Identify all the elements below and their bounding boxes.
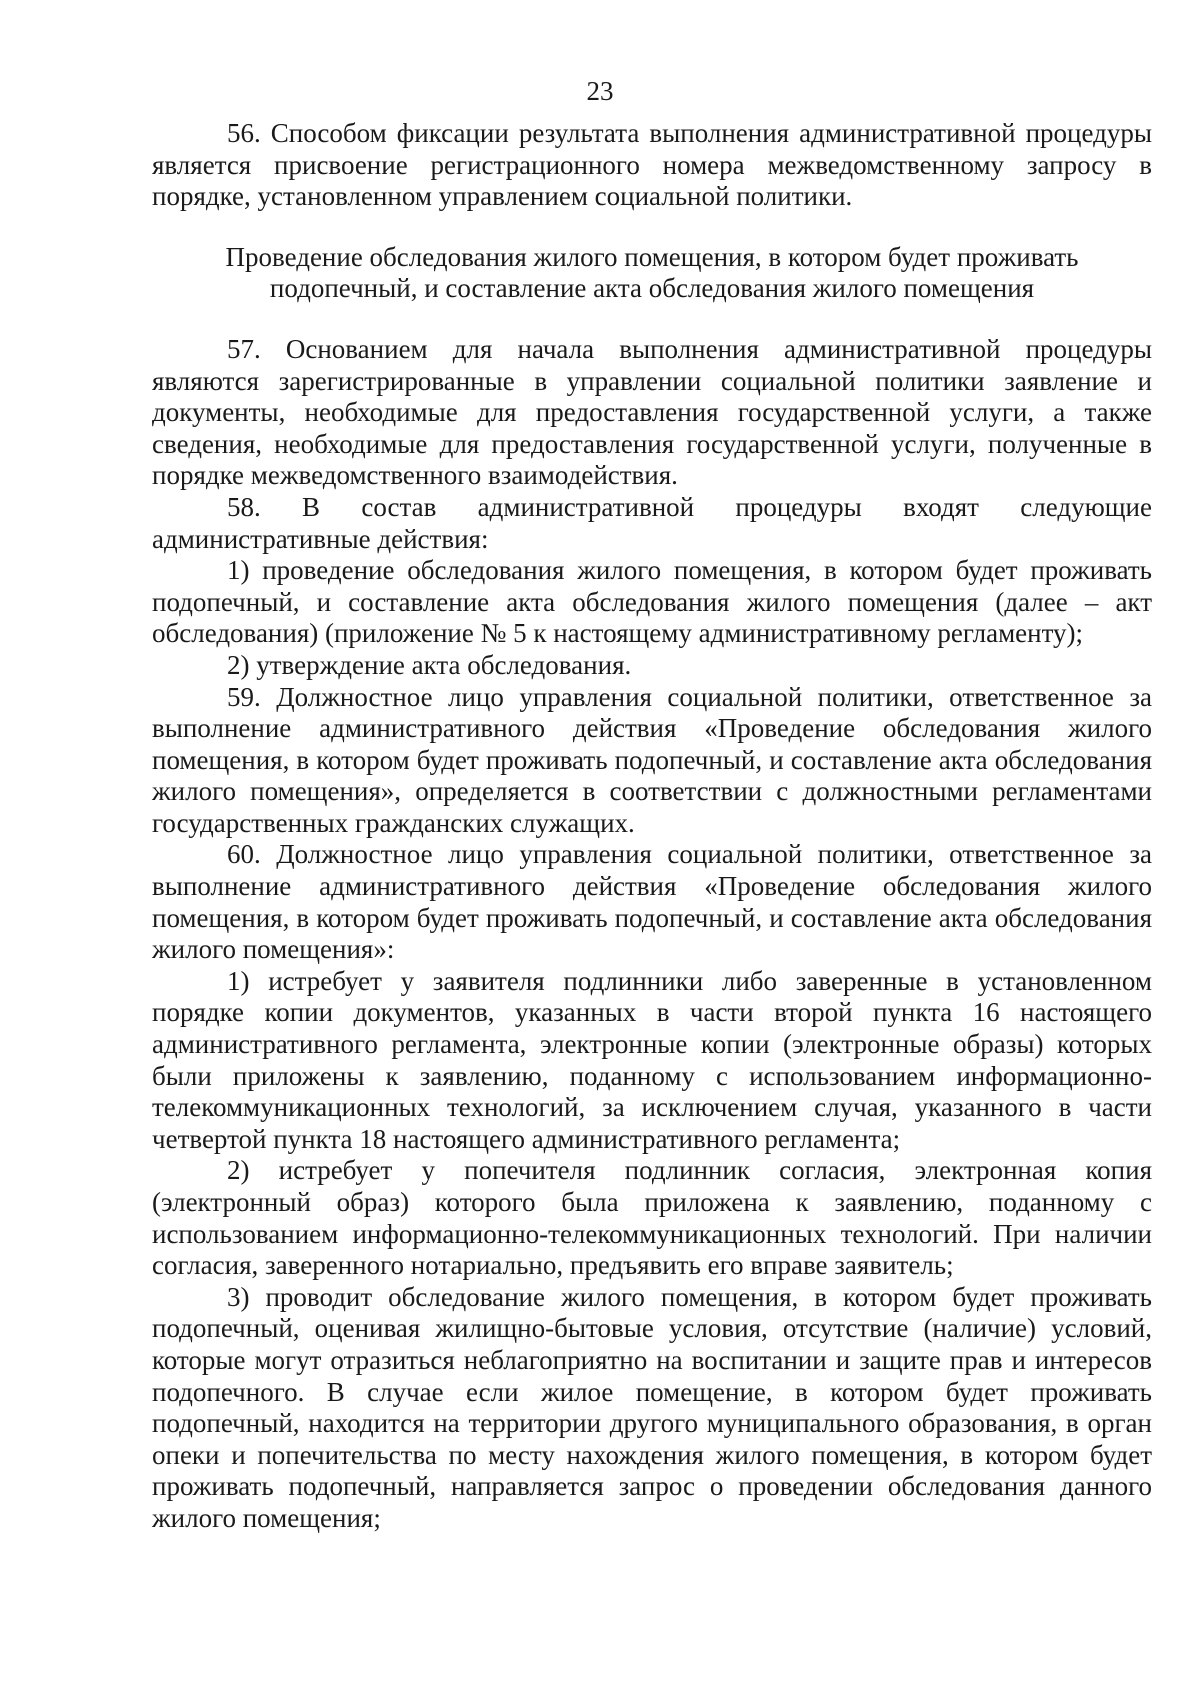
paragraph-57: 57. Основанием для начала выполнения административной процедуры являются зарегистрированные в управлении социальной политики заявление и документы, необходимые для предоставления государственной услуги, а также сведения, необходимые для предоставления государственной услуги, полученные в порядке межведомственного взаимодействия. xyxy=(152,333,1152,491)
paragraph-60-item-1: 1) истребует у заявителя подлинники либо заверенные в установленном порядке копии документов, указанных в части второй пункта 16 настоящего административного регламента, электронные копии (электронные образы) которых были приложены к заявлению, поданному с использованием информационно-телекоммуникационных технологий, за исключением случая, указанного в части четвертой пункта 18 настоящего административного регламента; xyxy=(152,965,1152,1154)
spacer xyxy=(152,305,1152,334)
spacer xyxy=(152,213,1152,242)
paragraph-58-item-2: 2) утверждение акта обследования. xyxy=(227,649,632,680)
document-body xyxy=(152,118,1152,1535)
page-number: 23 xyxy=(586,76,614,106)
paragraph-60-item-2: 2) истребует у попечителя подлинник согласия, электронная копия (электронный образ) которого была приложена к заявлению, поданному с использованием информационно-телекоммуникационных технологий. При наличии согласия, заверенного нотариально, предъявить его вправе заявитель; xyxy=(152,1155,1152,1281)
paragraph-60: 60. Должностное лицо управления социальной политики, ответственное за выполнение административного действия «Проведение обследования жилого помещения, в котором будет проживать подопечный, и составление акта обследования жилого помещения»: xyxy=(152,839,1152,965)
paragraph-59: 59. Должностное лицо управления социальной политики, ответственное за выполнение административного действия «Проведение обследования жилого помещения, в котором будет проживать подопечный, и составление акта обследования жилого помещения», определяется в соответствии с должностными регламентами государственных гражданских служащих. xyxy=(152,681,1152,838)
paragraph-60-item-3: 3) проводит обследование жилого помещения, в котором будет проживать подопечный, оценивая жилищно-бытовые условия, отсутствие (наличие) условий, которые могут отразиться неблагоприятно на воспитании и защите прав и интересов подопечного. В случае если жилое помещение, в котором будет проживать подопечный, находится на территории другого муниципального образования, в орган опеки и попечительства по месту нахождения жилого помещения, в котором будет проживать подопечный, направляется запрос о проведении обследования данного жилого помещения; xyxy=(152,1281,1152,1533)
section-heading: Проведение обследования жилого помещения, в котором будет проживать подопечный, и составление акта обследования жилого помещения xyxy=(225,241,1079,304)
paragraph-58-item-1: 1) проведение обследования жилого помещения, в котором будет проживать подопечный, и составление акта обследования жилого помещения (далее – акт обследования) (приложение № 5 к настоящему административному регламенту); xyxy=(152,555,1152,649)
paragraph-58: 58. В состав административной процедуры входят следующие административные действия: xyxy=(152,491,1152,554)
paragraph-56: 56. Способом фиксации результата выполнения административной процедуры является присвоение регистрационного номера межведомственному запросу в порядке, установленном управлением социальной политики. xyxy=(152,118,1152,212)
